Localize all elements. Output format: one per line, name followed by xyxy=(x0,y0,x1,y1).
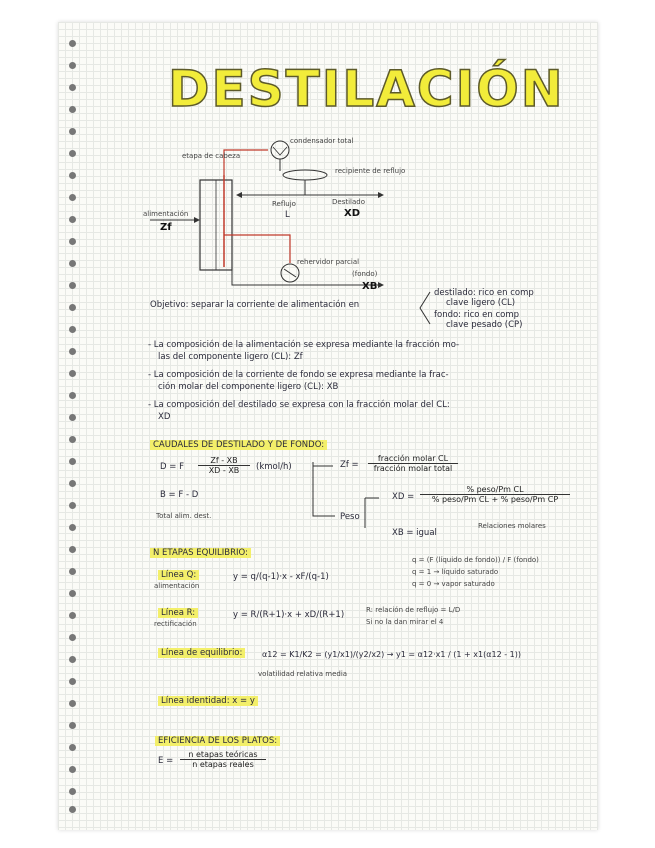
q-note: q = (F (líquido de fondo)) / F (fondo) xyxy=(412,556,539,564)
xd-label: XD xyxy=(344,208,361,219)
linea-equilibrio-label: Línea de equilibrio: xyxy=(158,648,245,658)
eficiencia-denominator: n etapas reales xyxy=(180,759,266,769)
condensador-label: condensador total xyxy=(290,137,354,145)
r-note: Si no la dan mirar el 4 xyxy=(366,618,444,626)
linea-q-equation: y = q/(q-1)·x - xF/(q-1) xyxy=(233,572,329,582)
objetivo-line: clave ligero (CL) xyxy=(446,298,516,308)
linea-equilibrio-equation: α12 = K1/K2 = (y1/x1)/(y2/x2) → y1 = α12·x1 / (1 + x1(α12 - 1)) xyxy=(262,650,521,659)
alimentacion-label: alimentación xyxy=(143,210,189,218)
objetivo-line: fondo: rico en comp xyxy=(434,310,520,320)
q-note: q = 1 → líquido saturado xyxy=(412,568,499,576)
destilado-label: Destilado xyxy=(332,198,365,206)
zf-label: Zf xyxy=(160,222,172,233)
eficiencia-lhs: E = xyxy=(158,756,174,766)
zf-denominator: fracción molar total xyxy=(368,463,458,473)
xd-numerator: % peso/Pm CL xyxy=(466,485,524,494)
linea-q-label: Línea Q: xyxy=(158,570,199,580)
q-note: q = 0 → vapor saturado xyxy=(412,580,495,588)
eficiencia-heading: EFICIENCIA DE LOS PLATOS: xyxy=(155,736,280,746)
objetivo-line: destilado: rico en comp xyxy=(434,288,534,298)
bullet-line: - La composición del destilado se expresa con la fracción molar del CL: xyxy=(148,400,450,410)
recipiente-label: recipiente de reflujo xyxy=(335,167,406,175)
reflujo-label: Reflujo xyxy=(272,200,296,208)
b-subtitle: Total alim. dest. xyxy=(156,512,212,520)
d-numerator: Zf - XB xyxy=(210,456,238,465)
bullet-line: las del componente ligero (CL): Zf xyxy=(158,352,303,362)
linea-r-label: Línea R: xyxy=(158,608,198,618)
etapa-label: etapa de cabeza xyxy=(182,152,241,160)
d-units: (kmol/h) xyxy=(256,462,292,472)
d-denominator: XD - XB xyxy=(198,465,250,475)
page-title: DESTILACIÓN xyxy=(168,60,565,118)
b-equation: B = F - D xyxy=(160,490,199,500)
bullet-line: - La composición de la alimentación se expresa mediante la fracción mo- xyxy=(148,340,460,350)
volatilidad-note: volatilidad relativa media xyxy=(258,670,348,678)
brace-icon xyxy=(418,290,432,326)
peso-label: Peso xyxy=(340,512,360,522)
xb-igual: XB = igual xyxy=(392,528,437,538)
linea-identidad: Línea identidad: x = y xyxy=(158,696,258,706)
linea-q-sub: alimentación xyxy=(154,582,200,590)
d-lhs: D = F xyxy=(160,462,184,472)
reflujo-l-label: L xyxy=(285,210,290,220)
objetivo-text: Objetivo: separar la corriente de alimentación en xyxy=(150,300,360,310)
linea-r-sub: rectificación xyxy=(154,620,197,628)
fondo-label: (fondo) xyxy=(352,270,378,278)
caudales-heading: CAUDALES DE DESTILADO Y DE FONDO: xyxy=(150,440,327,450)
relaciones-note: Relaciones molares xyxy=(478,522,546,530)
zf-lhs: Zf = xyxy=(340,460,359,470)
bullet-line: XD xyxy=(158,412,171,422)
r-note: R: relación de reflujo = L/D xyxy=(366,606,461,614)
xd-lhs: XD = xyxy=(392,492,415,502)
zf-numerator: fracción molar CL xyxy=(377,454,449,463)
bullet-line: - La composición de la corriente de fondo se expresa mediante la frac- xyxy=(148,370,449,380)
xd-denominator: % peso/Pm CL + % peso/Pm CP xyxy=(420,494,570,504)
linea-r-equation: y = R/(R+1)·x + xD/(R+1) xyxy=(233,610,345,620)
objetivo-line: clave pesado (CP) xyxy=(446,320,523,330)
eficiencia-numerator: n etapas teóricas xyxy=(188,750,258,759)
bullet-line: ción molar del componente ligero (CL): XB xyxy=(158,382,339,392)
xb-label: XB xyxy=(362,281,378,292)
rehervidor-label: rehervidor parcial xyxy=(297,258,360,266)
etapas-heading: N ETAPAS EQUILIBRIO: xyxy=(150,548,251,558)
